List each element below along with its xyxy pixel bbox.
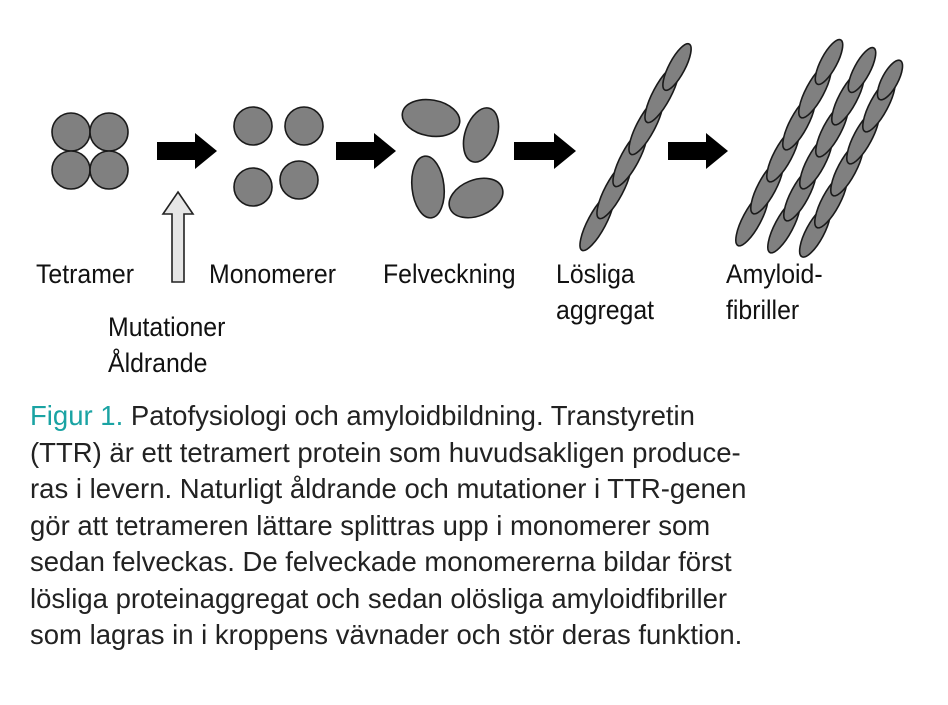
figure-label: Figur 1. (30, 400, 124, 431)
amyloid-fibriller-shape (730, 36, 907, 261)
arrow-tetramer-to-monomerer (157, 133, 217, 169)
caption-line-7: som lagras in i kroppens vävnader och stör deras funktion. (30, 619, 743, 650)
label-losliga-line2: aggregat (556, 295, 655, 325)
label-monomerer: Monomerer (209, 259, 337, 289)
felveckning-shape (399, 95, 508, 225)
caption-line-4: gör att tetrameren lättare splittras upp i monomerer som (30, 509, 711, 541)
label-amyloid-line1: Amyloid- (726, 259, 823, 289)
label-amyloid-line2: fibriller (726, 295, 800, 325)
caption-line-5: sedan felveckas. De felveckade monomererna bildar först (30, 546, 732, 577)
arrow-felveckning-to-losliga (514, 133, 576, 169)
arrow-losliga-to-amyloid (668, 133, 728, 169)
caption-line-1 (30, 398, 930, 435)
caption-line-3: ras i levern. Naturligt åldrande och mutationer i TTR-genen (30, 473, 747, 504)
caption-line-1-text: Patofysiologi och amyloidbildning. Transtyretin (123, 400, 695, 431)
figure-caption (30, 398, 930, 654)
label-felveckning: Felveckning (383, 259, 516, 289)
label-tetramer: Tetramer (36, 259, 135, 289)
arrow-monomerer-to-felveckning (336, 133, 396, 169)
monomerer-shape (234, 107, 323, 206)
label-aldrande: Åldrande (108, 348, 208, 378)
label-mutationer: Mutationer (108, 312, 226, 342)
label-losliga-line1: Lösliga (556, 259, 635, 289)
caption-line-2: (TTR) är ett tetramert protein som huvudsakligen produce- (30, 436, 741, 468)
trigger-up-arrow (163, 192, 193, 282)
caption-line-6: lösliga proteinaggregat och sedan olösliga amyloidfibriller (30, 582, 728, 614)
tetramer-shape (52, 113, 128, 189)
